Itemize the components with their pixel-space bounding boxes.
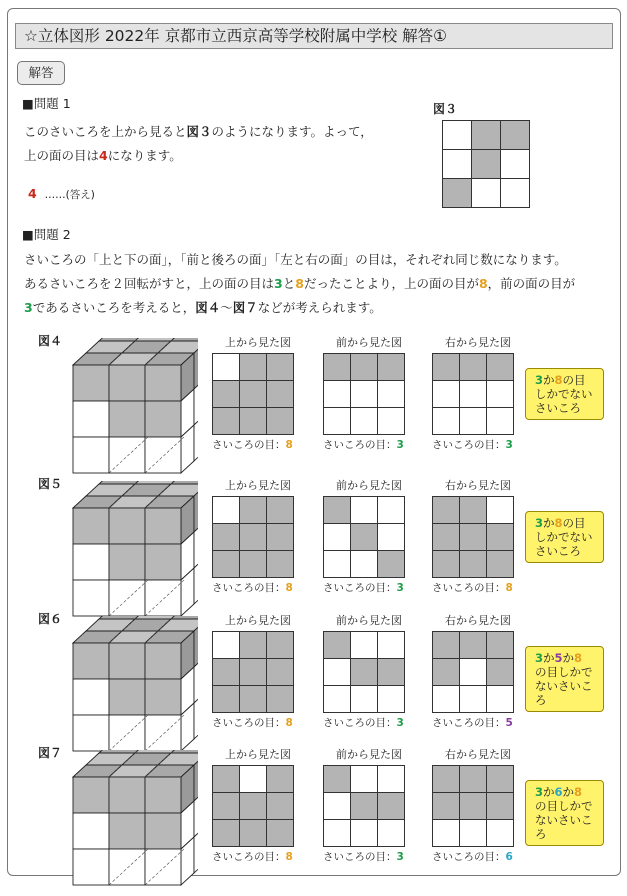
view-top-cell [267,524,294,551]
view-right-cell [433,497,460,524]
view-top-cell [240,632,267,659]
view-top-cell [267,632,294,659]
view-front-cell [378,497,405,524]
view-top-cell [267,686,294,713]
view-top-cell [240,408,267,435]
view-top-cell [267,408,294,435]
figure-label: 図４ [38,334,63,348]
view-title-top: 上から見た図 [225,336,291,349]
view-top-cell [240,686,267,713]
fig3-cell [443,179,472,208]
view-front-cell [378,551,405,578]
view-right-cell [433,686,460,713]
view-right-cell [487,408,514,435]
view-front-cell [351,551,378,578]
view-front-cell [378,793,405,820]
view-right-cell [460,632,487,659]
view-top-cell [240,820,267,847]
view-grid-front [323,631,405,713]
view-front-cell [351,497,378,524]
view-front-cell [351,686,378,713]
view-title-front: 前から見た図 [336,748,402,761]
figure-label: 図５ [38,477,63,491]
view-top-cell [240,766,267,793]
q1-line2: 上の面の目は4になります。 [24,148,182,163]
view-right-cell [433,408,460,435]
view-title-top: 上から見た図 [225,614,291,627]
view-top-cell [213,659,240,686]
view-front-cell [324,551,351,578]
view-title-front: 前から見た図 [336,479,402,492]
dice-value-front: さいころの目：3 [323,717,404,729]
view-grid-front [323,765,405,847]
view-right-cell [487,524,514,551]
view-front-cell [351,408,378,435]
view-title-front: 前から見た図 [336,336,402,349]
fig3-cell [472,179,501,208]
view-front-cell [378,686,405,713]
view-title-right: 右から見た図 [445,336,511,349]
view-right-cell [433,793,460,820]
view-front-cell [324,354,351,381]
view-right-cell [433,659,460,686]
view-right-cell [460,354,487,381]
note-box: 3か8の目 しかでない さいころ [525,368,604,420]
view-front-cell [351,381,378,408]
view-title-top: 上から見た図 [225,748,291,761]
view-grid-top [212,496,294,578]
note-box: 3か5か8 の目しかで ないさいころ [525,646,604,712]
view-top-cell [267,793,294,820]
view-front-cell [324,524,351,551]
view-top-cell [267,766,294,793]
view-title-right: 右から見た図 [445,748,511,761]
dice-value-top: さいころの目：8 [212,851,293,863]
view-right-cell [460,524,487,551]
view-right-cell [460,381,487,408]
view-top-cell [240,793,267,820]
view-right-cell [487,686,514,713]
view-grid-front [323,496,405,578]
view-title-front: 前から見た図 [336,614,402,627]
view-front-cell [324,381,351,408]
view-top-cell [240,354,267,381]
view-front-cell [324,686,351,713]
view-front-cell [351,793,378,820]
view-top-cell [213,381,240,408]
view-front-cell [378,354,405,381]
view-front-cell [378,408,405,435]
view-grid-top [212,631,294,713]
view-right-cell [460,551,487,578]
view-title-top: 上から見た図 [225,479,291,492]
view-front-cell [351,524,378,551]
view-top-cell [213,551,240,578]
dice-value-right: さいころの目：6 [432,851,513,863]
view-front-cell [324,659,351,686]
view-top-cell [267,820,294,847]
view-front-cell [378,820,405,847]
view-grid-front [323,353,405,435]
view-right-cell [460,686,487,713]
q2-heading: ■問題 2 [22,227,71,242]
view-grid-right [432,353,514,435]
view-top-cell [213,354,240,381]
dice-cube-drawing [72,750,198,896]
dice-cube-drawing [72,616,198,762]
view-right-cell [487,766,514,793]
view-top-cell [267,551,294,578]
answer-badge: 解答 [17,61,65,85]
view-top-cell [267,381,294,408]
view-front-cell [378,659,405,686]
fig3-label: 図３ [433,102,458,116]
view-top-cell [213,524,240,551]
view-right-cell [433,354,460,381]
view-right-cell [460,659,487,686]
figure-label: 図７ [38,746,63,760]
view-top-cell [240,381,267,408]
view-right-cell [487,381,514,408]
fig3-cell [501,121,530,150]
dice-value-right: さいころの目：8 [432,582,513,594]
view-top-cell [213,766,240,793]
dice-value-front: さいころの目：3 [323,851,404,863]
view-right-cell [460,793,487,820]
view-front-cell [324,820,351,847]
dice-value-right: さいころの目：5 [432,717,513,729]
view-right-cell [460,408,487,435]
view-top-cell [213,820,240,847]
view-front-cell [378,632,405,659]
dice-value-top: さいころの目：8 [212,439,293,451]
view-right-cell [487,659,514,686]
view-grid-right [432,765,514,847]
view-top-cell [267,497,294,524]
fig3-cell [443,121,472,150]
view-right-cell [433,766,460,793]
view-top-cell [213,632,240,659]
dice-cube-drawing [72,481,198,627]
view-title-right: 右から見た図 [445,479,511,492]
view-front-cell [351,354,378,381]
view-top-cell [213,497,240,524]
view-front-cell [378,766,405,793]
figure-label: 図６ [38,612,63,626]
view-top-cell [267,659,294,686]
q2-line2: あるさいころを２回転がすと，上の面の目は3と8だったことより，上の面の目が8，前の面の目が [24,276,576,291]
view-right-cell [460,497,487,524]
dice-value-top: さいころの目：8 [212,582,293,594]
dice-value-top: さいころの目：8 [212,717,293,729]
fig3-cell [501,150,530,179]
fig3-grid [442,120,530,208]
fig3-cell [472,150,501,179]
q2-line3: 3であるさいころを考えると，図４～図７などが考えられます。 [24,300,382,315]
view-front-cell [324,497,351,524]
view-right-cell [487,551,514,578]
view-front-cell [351,632,378,659]
fig3-cell [472,121,501,150]
view-front-cell [324,408,351,435]
view-right-cell [487,497,514,524]
view-right-cell [487,820,514,847]
view-top-cell [213,793,240,820]
note-box: 3か8の目 しかでない さいころ [525,511,604,563]
view-right-cell [487,632,514,659]
view-right-cell [433,551,460,578]
view-title-right: 右から見た図 [445,614,511,627]
view-top-cell [240,551,267,578]
view-grid-right [432,496,514,578]
view-top-cell [240,524,267,551]
view-right-cell [460,820,487,847]
fig3-cell [443,150,472,179]
dice-value-front: さいころの目：3 [323,439,404,451]
view-grid-top [212,353,294,435]
view-top-cell [267,354,294,381]
view-top-cell [213,408,240,435]
q1-line1: このさいころを上から見ると図３のようになります。よって， [24,124,373,139]
view-front-cell [351,659,378,686]
view-right-cell [487,354,514,381]
view-front-cell [378,524,405,551]
view-top-cell [240,497,267,524]
view-top-cell [240,659,267,686]
view-front-cell [351,766,378,793]
dice-value-front: さいころの目：3 [323,582,404,594]
dice-cube-drawing [72,338,198,484]
view-front-cell [351,820,378,847]
view-right-cell [433,381,460,408]
view-grid-right [432,631,514,713]
page-title: ☆立体図形 2022年 京都市立西京高等学校附属中学校 解答① [15,23,613,49]
view-right-cell [487,793,514,820]
q1-answer: 4 ……(答え) [28,186,95,201]
view-top-cell [213,686,240,713]
note-box: 3か6か8 の目しかで ないさいころ [525,780,604,846]
view-front-cell [324,793,351,820]
view-right-cell [433,820,460,847]
view-right-cell [433,524,460,551]
view-front-cell [378,381,405,408]
dice-value-right: さいころの目：3 [432,439,513,451]
view-front-cell [324,632,351,659]
fig3-cell [501,179,530,208]
q2-line1: さいころの「上と下の面」，「前と後ろの面」「左と右の面」の目は，それぞれ同じ数になります。 [24,252,567,267]
view-right-cell [460,766,487,793]
view-right-cell [433,632,460,659]
q1-heading: ■問題 1 [22,96,71,111]
view-front-cell [324,766,351,793]
view-grid-top [212,765,294,847]
